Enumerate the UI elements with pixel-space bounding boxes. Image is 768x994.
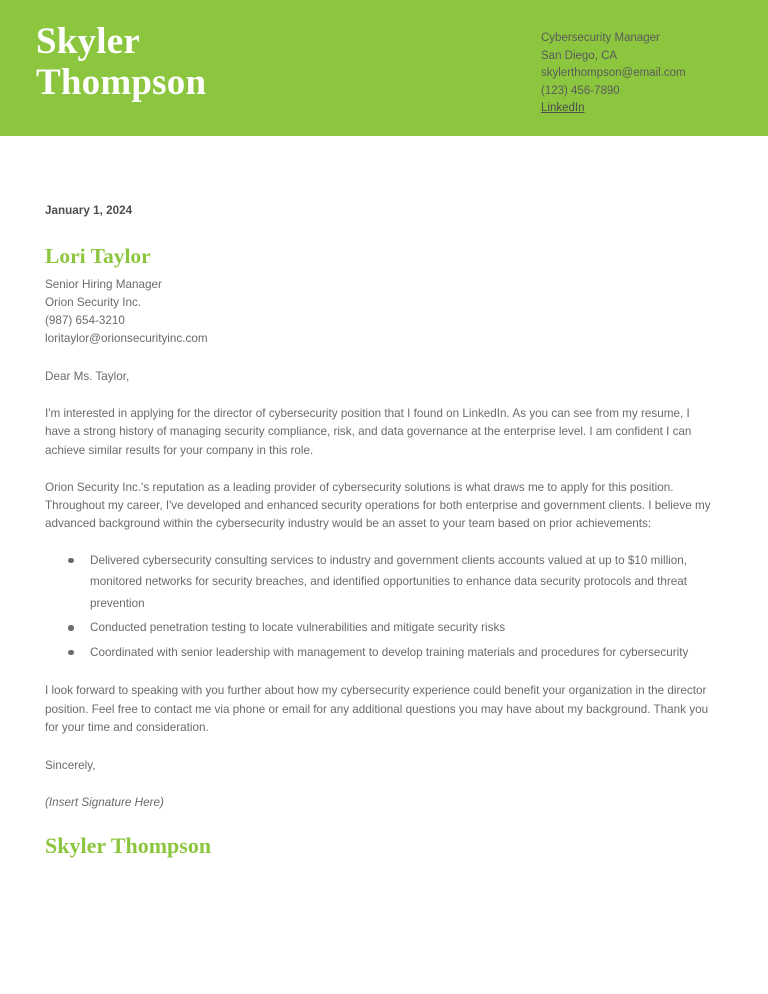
body-paragraph-3: I look forward to speaking with you further about how my cybersecurity experience could benefit your organization in the director position. Feel free to contact me via phone or email for any additional questions you may have about my background. Thank you for your time and consideration. [45,684,709,734]
achievement-text: Coordinated with senior leadership with management to develop training materials and procedures for cybersecurity [90,645,689,659]
recipient-name: Lori Taylor [45,244,151,268]
signature-placeholder: (Insert Signature Here) [45,796,164,810]
recipient-title: Senior Hiring Manager [45,278,162,291]
bullet-dot-icon [68,558,74,564]
salutation: Dear Ms. Taylor, [45,370,130,383]
recipient-details [45,276,717,348]
achievement-text: Delivered cybersecurity consulting services to industry and government clients accounts valued at up to $10 million, monitored networks for security breaches, and identified opportunities to enhance data security protocols and threat prevention [90,553,688,610]
applicant-email: skylerthompson@email.com [541,67,686,80]
bullet-dot-icon [68,625,74,631]
list-item [45,550,715,615]
recipient-email: loritaylor@orionsecurityinc.com [45,332,208,345]
applicant-linkedin-link-wrap [541,100,751,118]
signature-name: Skyler Thompson [45,833,212,859]
body-paragraph-2: Orion Security Inc.'s reputation as a leading provider of cybersecurity solutions is what draws me to apply for this position. Throughout my career, I've developed and enhanced security operations for both enterprise and government clients. I believe my advanced background within the cybersecurity industry would be an asset to your team based on prior achievements: [45,480,711,531]
applicant-last-name: Thompson [36,62,207,103]
list-item [45,617,715,639]
applicant-contact-block [541,30,751,118]
achievement-text: Conducted penetration testing to locate vulnerabilities and mitigate security risks [90,621,506,635]
recipient-phone: (987) 654-3210 [45,314,125,327]
letter-date: January 1, 2024 [45,204,133,217]
list-item [45,642,715,664]
applicant-name-heading [36,21,456,103]
recipient-company: Orion Security Inc. [45,296,142,309]
applicant-first-name: Skyler [36,21,140,62]
body-paragraph-1: I'm interested in applying for the director of cybersecurity position that I found on LinkedIn. As you can see from my resume, I have a strong history of managing security compliance, risk, and data governance at the enterprise level. I am confident I can achieve similar results for your company in this role. [45,407,692,457]
achievements-list [45,550,715,664]
sign-off: Sincerely, [45,759,96,773]
applicant-location: San Diego, CA [541,49,618,62]
bullet-dot-icon [68,650,74,656]
linkedin-link[interactable]: LinkedIn [541,102,585,115]
applicant-job-title: Cybersecurity Manager [541,32,660,44]
applicant-phone: (123) 456-7890 [541,84,620,97]
letter-body [45,136,717,859]
header-band [0,0,768,136]
